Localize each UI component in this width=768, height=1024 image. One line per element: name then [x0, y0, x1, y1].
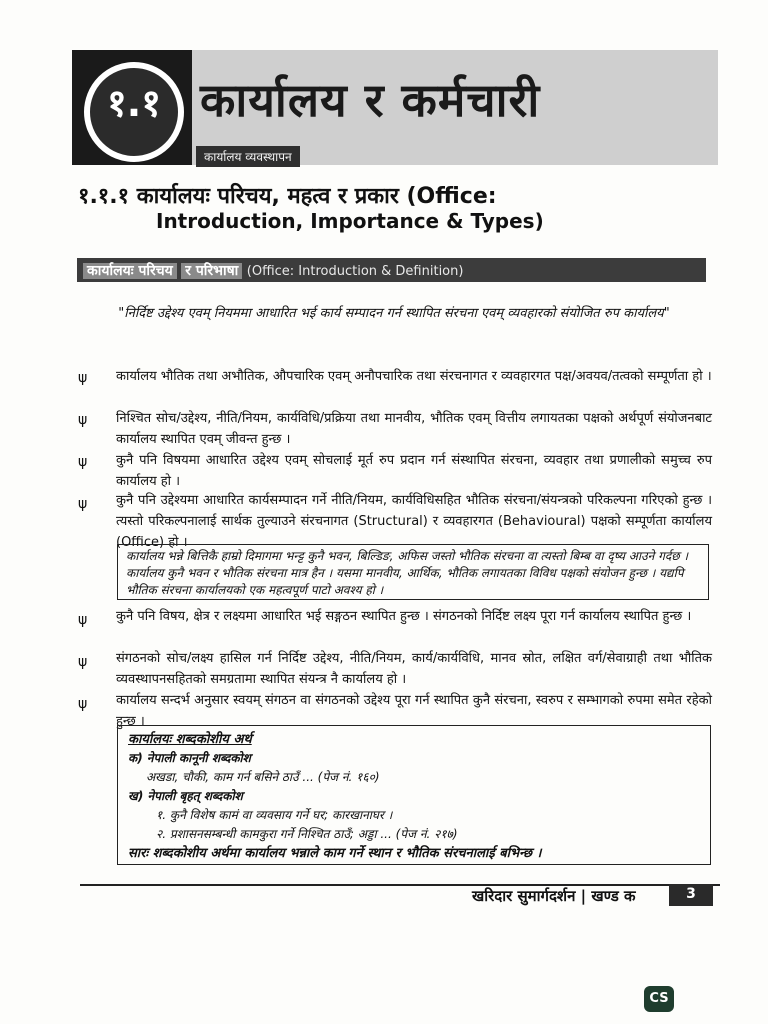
subheading-label: कार्यालयः परिचय	[83, 263, 177, 279]
camscanner-badge: CS	[644, 986, 674, 1012]
section-number: १.१.१	[78, 184, 130, 209]
chapter-subtitle: कार्यालय व्यवस्थापन	[196, 146, 300, 167]
bullet-text: कुनै पनि उद्देश्यमा आधारित कार्यसम्पादन गर्ने नीति/नियम, कार्यविधिसहित भौतिक संरचना/संयन्त्रको परिकल्पना गरिएको हुन्छ । त्यस्तो परिकल्पनालाई सार्थक तुल्याउने संरचनागत (Structural) र व्यवहारगत (Behavioural) पक्षको सम्पूर्णता कार्यालय (Office) हो ।	[116, 493, 712, 550]
section-title-en: Introduction, Importance & Types)	[156, 209, 544, 233]
bullet-symbol: ψ	[78, 612, 88, 628]
book-part: खण्ड क	[591, 887, 636, 905]
footer-book-title	[472, 886, 636, 906]
bullet-symbol: ψ	[78, 496, 88, 512]
dictionary-entry-b2: २. प्रशासनसम्बन्धी कामकुरा गर्ने निश्चित ठाउँ; अड्डा ... (पेज नं. २१७)	[156, 827, 458, 841]
dictionary-entry-b1: १. कुनै विशेष कामं वा व्यवसाय गर्ने घर; कारखानाघर ।	[156, 808, 393, 822]
section-heading	[78, 180, 497, 210]
bullet-text: संगठनको सोच/लक्ष्य हासिल गर्न निर्दिष्ट उद्देश्य, नीति/नियम, कार्य/कार्यविधि, मानव स्रोत, लक्षित वर्ग/सेवाग्राही तथा भौतिक व्यवस्थापनसहितको समग्रतामा स्थापित संयन्त्र नै कार्यालय हो ।	[116, 651, 712, 687]
book-title: खरिदार सुमार्गदर्शन	[472, 887, 576, 905]
dictionary-entry-a: अखडा, चौकी, काम गर्न बसिने ठाउँ ... (पेज नं. १६०)	[146, 770, 380, 784]
bullet-text: कुनै पनि विषय, क्षेत्र र लक्ष्यमा आधारित भई सङ्गठन स्थापित हुन्छ । संगठनको निर्दिष्ट लक्ष्य पूरा गर्न कार्यालय स्थापित हुन्छ ।	[116, 609, 692, 624]
subheading-english: (Office: Introduction & Definition)	[246, 264, 464, 279]
chapter-number: १.१	[107, 81, 161, 125]
dictionary-source-b: ख) नेपाली बृहत् शब्दकोश	[128, 789, 243, 803]
dictionary-box	[117, 725, 711, 865]
page-number: 3	[686, 886, 696, 902]
subheading-label-2: र परिभाषा	[181, 263, 242, 279]
bullet-text: कुनै पनि विषयमा आधारित उद्देश्य एवम् सोचलाई मूर्त रुप प्रदान गर्न संस्थापित संरचना, व्यवहार तथा प्रणालीको समुच्च रुप कार्यालय हो ।	[116, 453, 712, 489]
bullet-text: कार्यालय सन्दर्भ अनुसार स्वयम् संगठन वा संगठनको उद्देश्य पूरा गर्न स्थापित कुनै संरचना, स्वरुप र सम्भागको रुपमा समेत रहेको हुन्छ ।	[116, 693, 712, 729]
section-title-en-part1: (Office:	[406, 184, 497, 209]
definition-quote: "निर्दिष्ट उद्देश्य एवम् नियममा आधारित भई कार्य सम्पादन गर्न स्थापित संरचना एवम् व्यवहारको संयोजित रुप कार्यालय"	[118, 306, 670, 321]
bullet-symbol: ψ	[78, 654, 88, 670]
bullet-symbol: ψ	[78, 696, 88, 712]
bullet-text: कार्यालय भौतिक तथा अभौतिक, औपचारिक एवम् अनौपचारिक तथा संरचनागत र व्यवहारगत पक्ष/अवयव/तत्वको सम्पूर्णता हो ।	[116, 369, 712, 384]
subheading-bar	[77, 258, 706, 282]
dictionary-summary: सारः शब्दकोशीय अर्थमा कार्यालय भन्नाले काम गर्ने स्थान र भौतिक संरचनालाई बभिन्छ ।	[128, 846, 542, 861]
note-box: कार्यालय भन्ने बित्तिकै हाम्रो दिमागमा भन्ट्ट कुनै भवन, बिल्डिङ, अफिस जस्तो भौतिक संरचना वा त्यस्तो बिम्ब वा दृष्य आउने गर्दछ । कार्यालय कुनै भवन र भौतिक संरचना मात्र हैन । यसमा मानवीय, आर्थिक, भौतिक लगायतका विविध पक्षको संयोजन हुन्छ । यद्यपि भौतिक संरचना कार्यालयको एक महत्वपूर्ण पाटो अवश्य हो ।	[117, 544, 709, 600]
dictionary-source-a: क) नेपाली कानूनी शब्दकोश	[128, 751, 251, 765]
bullet-symbol: ψ	[78, 412, 88, 428]
footer-separator: |	[580, 887, 587, 905]
bullet-text: निश्चित सोच/उद्देश्य, नीति/नियम, कार्यविधि/प्रक्रिया तथा मानवीय, भौतिक एवम् वित्तीय लगायतका पक्षको अर्थपूर्ण संयोजनबाट कार्यालय स्थापित एवम् जीवन्त हुन्छ ।	[116, 411, 712, 447]
section-title-np: कार्यालयः परिचय, महत्व र प्रकार	[136, 184, 399, 209]
bullet-symbol: ψ	[78, 454, 88, 470]
chapter-title: कार्यालय र कर्मचारी	[200, 73, 541, 127]
dictionary-title: कार्यालयः शब्दकोशीय अर्थ	[128, 732, 252, 747]
bullet-symbol: ψ	[78, 370, 88, 386]
